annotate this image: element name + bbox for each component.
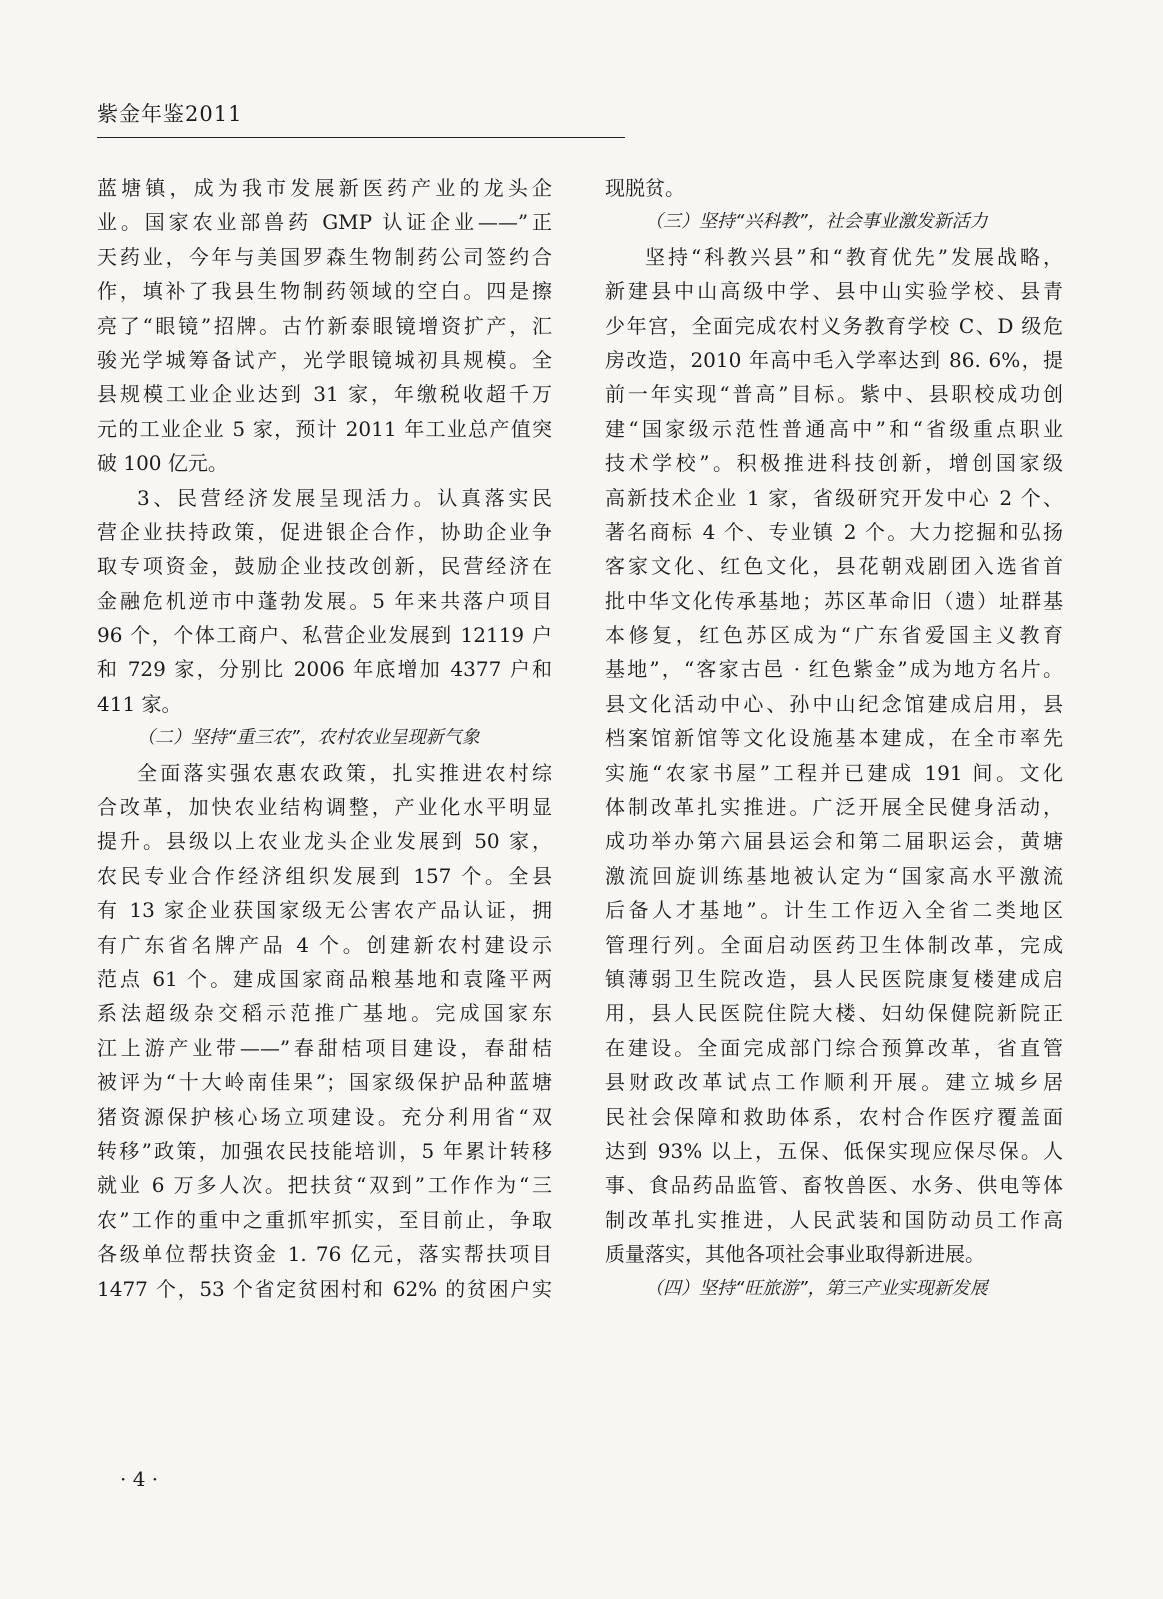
text-line: 管理行列。全面启动医药卫生体制改革，完成 bbox=[605, 932, 1063, 957]
text-line: 质量落实，其他各项社会事业取得新进展。 bbox=[605, 1242, 985, 1267]
text-line: 全面落实强农惠农政策，扎实推进农村综 bbox=[137, 760, 552, 785]
text-line: 破 100 亿元。 bbox=[97, 451, 228, 476]
section-heading: （二）坚持“重三农”，农村农业呈现新气象 bbox=[137, 727, 480, 749]
text-line: 在建设。全面完成部门综合预算改革，省直管 bbox=[605, 1035, 1063, 1060]
text-line: 体制改革扎实推进。广泛开展全民健身活动， bbox=[605, 795, 1063, 820]
text-line: 转移”政策，加强农民技能培训，5 年累计转移 bbox=[97, 1138, 552, 1163]
text-line: 新建县中山高级中学、县中山实验学校、县青 bbox=[605, 279, 1063, 304]
text-line: 县文化活动中心、孙中山纪念馆建成启用，县 bbox=[605, 691, 1063, 716]
text-line: 坚持“科教兴县”和“教育优先”发展战略， bbox=[645, 244, 1063, 269]
text-line: 客家文化、红色文化，县花朝戏剧团入选省首 bbox=[605, 554, 1063, 579]
text-line: 前一年实现“普高”目标。紫中、县职校成功创 bbox=[605, 382, 1063, 407]
text-line: 96 个，个体工商户、私营企业发展到 12119 户 bbox=[97, 623, 552, 648]
text-line: 元的工业企业 5 家，预计 2011 年工业总产值突 bbox=[97, 416, 552, 441]
text-line: 和 729 家，分别比 2006 年底增加 4377 户和 bbox=[97, 657, 552, 682]
text-line: 档案馆新馆等文化设施基本建成，在全市率先 bbox=[605, 726, 1063, 751]
text-line: 3、民营经济发展呈现活力。认真落实民 bbox=[137, 485, 552, 510]
running-header: 紫金年鉴2011 bbox=[97, 102, 243, 126]
text-line: 激流回旋训练基地被认定为“国家高水平激流 bbox=[605, 863, 1063, 888]
text-line: 农民专业合作经济组织发展到 157 个。全县 bbox=[97, 863, 552, 888]
text-line: 骏光学城筹备试产，光学眼镜城初具规模。全 bbox=[97, 347, 552, 372]
text-line: 范点 61 个。建成国家商品粮基地和袁隆平两 bbox=[97, 966, 552, 991]
text-line: 取专项资金，鼓励企业技改创新，民营经济在 bbox=[97, 554, 552, 579]
text-line: 成功举办第六届县运会和第二届职运会，黄塘 bbox=[605, 829, 1063, 854]
text-line: 天药业，今年与美国罗森生物制药公司签约合 bbox=[97, 244, 552, 269]
text-line: 就业 6 万多人次。把扶贫“双到”工作作为“三 bbox=[97, 1173, 552, 1198]
text-line: 江上游产业带——”春甜桔项目建设，春甜桔 bbox=[97, 1035, 552, 1060]
page-number: · 4 · bbox=[120, 1467, 159, 1491]
text-line: 建“国家级示范性普通高中”和“省级重点职业 bbox=[605, 416, 1063, 441]
section-heading: （四）坚持“旺旅游”，第三产业实现新发展 bbox=[645, 1277, 988, 1299]
text-line: 少年宫，全面完成农村义务教育学校 C、D 级危 bbox=[605, 313, 1063, 338]
text-line: 技术学校”。积极推进科技创新，增创国家级 bbox=[605, 451, 1063, 476]
text-line: 用，县人民医院住院大楼、妇幼保健院新院正 bbox=[605, 1001, 1063, 1026]
text-line: 批中华文化传承基地；苏区革命旧（遗）址群基 bbox=[605, 588, 1063, 613]
text-line: 基地”，“客家古邑 · 红色紫金”成为地方名片。 bbox=[605, 657, 1063, 682]
text-line: 亮了“眼镜”招牌。古竹新泰眼镜增资扩产，汇 bbox=[97, 313, 552, 338]
text-line: 达到 93% 以上，五保、低保实现应保尽保。人 bbox=[605, 1138, 1063, 1163]
text-line: 有广东省名牌产品 4 个。创建新农村建设示 bbox=[97, 932, 552, 957]
text-line: 提升。县级以上农业龙头企业发展到 50 家， bbox=[97, 829, 552, 854]
right-column bbox=[605, 171, 1063, 1306]
text-line: 系法超级杂交稻示范推广基地。完成国家东 bbox=[97, 1001, 552, 1026]
left-column bbox=[97, 171, 552, 1306]
text-line: 蓝塘镇，成为我市发展新医药产业的龙头企 bbox=[97, 176, 552, 200]
text-line: 现脱贫。 bbox=[605, 176, 685, 200]
text-line: 高新技术企业 1 家，省级研究开发中心 2 个、 bbox=[605, 485, 1063, 510]
text-line: 农”工作的重中之重抓牢抓实，至目前止，争取 bbox=[97, 1207, 552, 1232]
text-line: 后备人才基地”。计生工作迈入全省二类地区 bbox=[605, 898, 1063, 923]
text-line: 1477 个，53 个省定贫困村和 62% 的贫困户实 bbox=[97, 1276, 552, 1301]
text-line: 合改革，加快农业结构调整，产业化水平明显 bbox=[97, 795, 552, 820]
text-line: 411 家。 bbox=[97, 691, 182, 716]
text-line: 房改造，2010 年高中毛入学率达到 86. 6%，提 bbox=[605, 347, 1063, 372]
text-line: 实施“农家书屋”工程并已建成 191 间。文化 bbox=[605, 760, 1063, 785]
text-line: 民社会保障和救助体系，农村合作医疗覆盖面 bbox=[605, 1104, 1063, 1129]
text-line: 镇薄弱卫生院改造，县人民医院康复楼建成启 bbox=[605, 966, 1063, 991]
section-heading: （三）坚持“兴科教”，社会事业激发新活力 bbox=[645, 211, 988, 233]
text-line: 县财政改革试点工作顺利开展。建立城乡居 bbox=[605, 1070, 1063, 1095]
text-line: 有 13 家企业获国家级无公害农产品认证，拥 bbox=[97, 898, 552, 923]
text-line: 被评为“十大岭南佳果”；国家级保护品种蓝塘 bbox=[97, 1070, 552, 1095]
text-line: 事、食品药品监管、畜牧兽医、水务、供电等体 bbox=[605, 1173, 1063, 1198]
text-line: 各级单位帮扶资金 1. 76 亿元，落实帮扶项目 bbox=[97, 1242, 552, 1267]
text-line: 著名商标 4 个、专业镇 2 个。大力挖掘和弘扬 bbox=[605, 519, 1063, 544]
text-line: 业。国家农业部兽药 GMP 认证企业——”正 bbox=[97, 210, 552, 235]
header-rule bbox=[97, 137, 625, 138]
text-line: 县规模工业企业达到 31 家，年缴税收超千万 bbox=[97, 382, 552, 407]
text-line: 猪资源保护核心场立项建设。充分利用省“双 bbox=[97, 1104, 552, 1129]
text-line: 作，填补了我县生物制药领域的空白。四是擦 bbox=[97, 279, 552, 304]
text-line: 营企业扶持政策，促进银企合作，协助企业争 bbox=[97, 519, 552, 544]
text-line: 制改革扎实推进，人民武装和国防动员工作高 bbox=[605, 1207, 1063, 1232]
text-line: 金融危机逆市中蓬勃发展。5 年来共落户项目 bbox=[97, 588, 552, 613]
text-line: 本修复，红色苏区成为“广东省爱国主义教育 bbox=[605, 623, 1063, 648]
